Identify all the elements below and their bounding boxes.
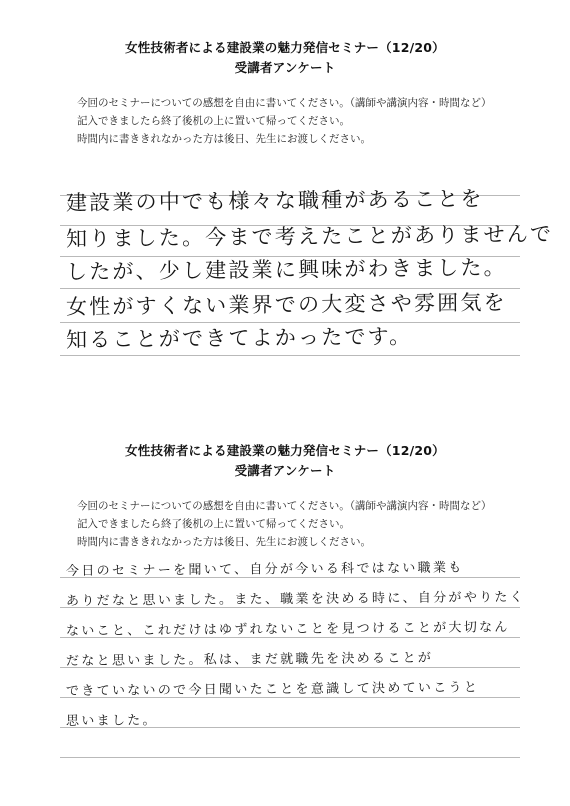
writing-rule (60, 355, 520, 356)
handwritten-answer-line: 知ることができてよかったです。 (65, 324, 413, 352)
form-subtitle: 受講者アンケート (234, 463, 336, 478)
handwritten-answer-line: 建設業の中でも様々な職種があることを (65, 186, 484, 215)
form-title: 女性技術者による建設業の魅力発信セミナー（12/20） (125, 443, 445, 458)
instruction-line: 記入できましたら終了後机の上に置いて帰ってください。 (77, 518, 350, 530)
handwritten-answer-line: したが、少し建設業に興味がわきました。 (65, 255, 507, 284)
handwritten-answer-line: ないこと、これだけはゆずれないことを見つけることが大切なん (65, 620, 510, 639)
instruction-line: 時間内に書ききれなかった方は後日、先生にお渡しください。 (77, 536, 371, 548)
form-subtitle: 受講者アンケート (234, 60, 336, 75)
handwritten-answer-line: だなと思いました。私は、まだ就職先を決めることが (65, 650, 434, 669)
handwritten-answer-line: 知りました。今まで考えたことがありませんで (65, 221, 554, 251)
instruction-line: 記入できましたら終了後机の上に置いて帰ってください。 (77, 115, 350, 127)
handwritten-answer-line: できていないので今日聞いたことを意識して決めていこうと (65, 680, 480, 699)
writing-rule (60, 757, 520, 758)
instruction-line: 今回のセミナーについての感想を自由に書いてください。（講師や講演内容・時間など） (77, 97, 492, 109)
survey-form-2 (0, 403, 570, 806)
handwritten-answer-line: 今日のセミナーを聞いて、自分が今いる科ではない職業も (65, 560, 464, 579)
instruction-line: 時間内に書ききれなかった方は後日、先生にお渡しください。 (77, 133, 371, 145)
handwritten-answer-line: ありだなと思いました。また、職業を決める時に、自分がやりたく (65, 589, 526, 609)
instruction-line: 今回のセミナーについての感想を自由に書いてください。（講師や講演内容・時間など） (77, 500, 492, 512)
handwritten-answer-line: 思いました。 (65, 713, 158, 729)
form-title: 女性技術者による建設業の魅力発信セミナー（12/20） (125, 40, 445, 55)
handwritten-answer-line: 女性がすくない業界での大変さや雰囲気を (65, 290, 507, 319)
